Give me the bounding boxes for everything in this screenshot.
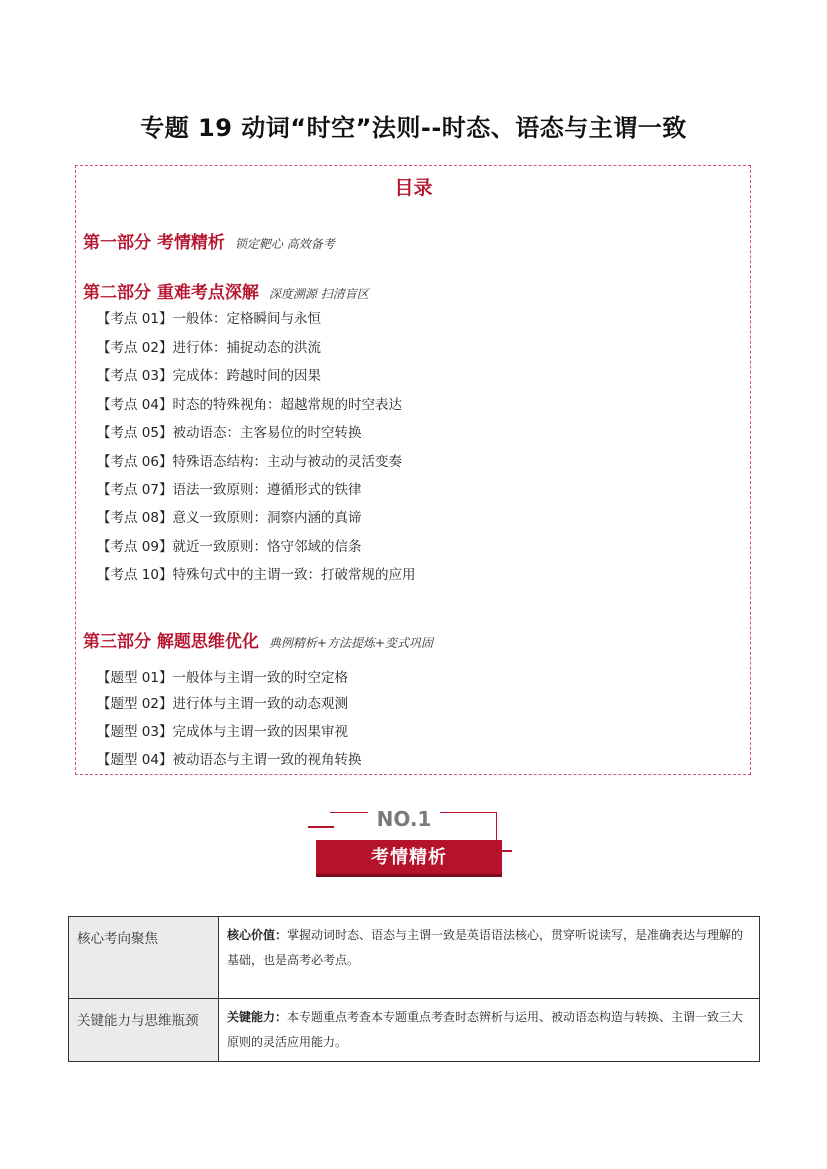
toc-heading: 目录 xyxy=(394,177,433,199)
toc-item-kaodian-02[interactable]: 【考点 02】进行体：捕捉动态的洪流 xyxy=(97,340,321,356)
section-number: NO.1 xyxy=(368,806,440,832)
toc-part-3-label: 第三部分 解题思维优化 xyxy=(83,632,259,652)
table-row-text: 掌握动词时态、语态与主谓一致是英语语法核心，贯穿听说读写，是准确表达与理解的基础，也是高考必考点。 xyxy=(227,928,744,967)
table-row-text: 本专题重点考查本专题重点考查时态辨析与运用、被动语态构造与转换、主谓一致三大原则的灵活应用能力。 xyxy=(227,1010,744,1049)
table-row xyxy=(69,999,760,1062)
toc-item-kaodian-10[interactable]: 【考点 10】特殊句式中的主谓一致：打破常规的应用 xyxy=(97,567,416,583)
toc-item-kaodian-01[interactable]: 【考点 01】一般体：定格瞬间与永恒 xyxy=(97,311,321,327)
toc-part-2-subtitle: 深度溯源 扫清盲区 xyxy=(268,287,369,301)
toc-item-kaodian-04[interactable]: 【考点 04】时态的特殊视角：超越常规的时空表达 xyxy=(97,397,402,413)
toc-item-kaodian-09[interactable]: 【考点 09】就近一致原则：恪守邻域的信条 xyxy=(97,539,362,555)
table-row-keyword: 关键能力： xyxy=(227,1010,288,1024)
section-banner: 考情精析 xyxy=(316,840,502,876)
toc-part-3-subtitle: 典例精析+方法提炼+变式巩固 xyxy=(268,636,434,650)
table-row-label: 核心考向聚焦 xyxy=(69,917,219,999)
toc-part-1[interactable] xyxy=(83,228,335,253)
banner-accent-line xyxy=(308,826,334,828)
toc-part-1-label: 第一部分 考情精析 xyxy=(83,233,225,253)
toc-item-kaodian-06[interactable]: 【考点 06】特殊语态结构：主动与被动的灵活变奏 xyxy=(97,454,402,470)
banner-shadow xyxy=(316,874,502,877)
toc-item-kaodian-07[interactable]: 【考点 07】语法一致原则：遵循形式的铁律 xyxy=(97,482,362,498)
toc-item-tixing-02[interactable]: 【题型 02】进行体与主谓一致的动态观测 xyxy=(97,696,348,712)
toc-item-tixing-03[interactable]: 【题型 03】完成体与主谓一致的因果审视 xyxy=(97,724,348,740)
table-row xyxy=(69,917,760,999)
table-row-label: 关键能力与思维瓶颈 xyxy=(69,999,219,1062)
table-row-content xyxy=(219,999,760,1062)
toc-part-3[interactable] xyxy=(83,627,433,652)
toc-item-tixing-01[interactable]: 【题型 01】一般体与主谓一致的时空定格 xyxy=(97,670,348,686)
toc-item-kaodian-05[interactable]: 【考点 05】被动语态：主客易位的时空转换 xyxy=(97,425,362,441)
toc-part-2[interactable] xyxy=(83,278,369,303)
banner-frame-line xyxy=(496,812,497,840)
toc-item-tixing-04[interactable]: 【题型 04】被动语态与主谓一致的视角转换 xyxy=(97,752,362,768)
toc-part-2-label: 第二部分 重难考点深解 xyxy=(83,283,259,303)
exam-analysis-table xyxy=(68,916,760,1062)
toc-item-kaodian-03[interactable]: 【考点 03】完成体：跨越时间的因果 xyxy=(97,368,321,384)
toc-part-1-subtitle: 锁定靶心 高效备考 xyxy=(234,237,335,251)
toc-item-kaodian-08[interactable]: 【考点 08】意义一致原则：洞察内涵的真谛 xyxy=(97,510,362,526)
table-row-keyword: 核心价值： xyxy=(227,928,288,942)
table-row-content xyxy=(219,917,760,999)
page-title: 专题 19 动词“时空”法则--时态、语态与主谓一致 xyxy=(140,114,687,142)
